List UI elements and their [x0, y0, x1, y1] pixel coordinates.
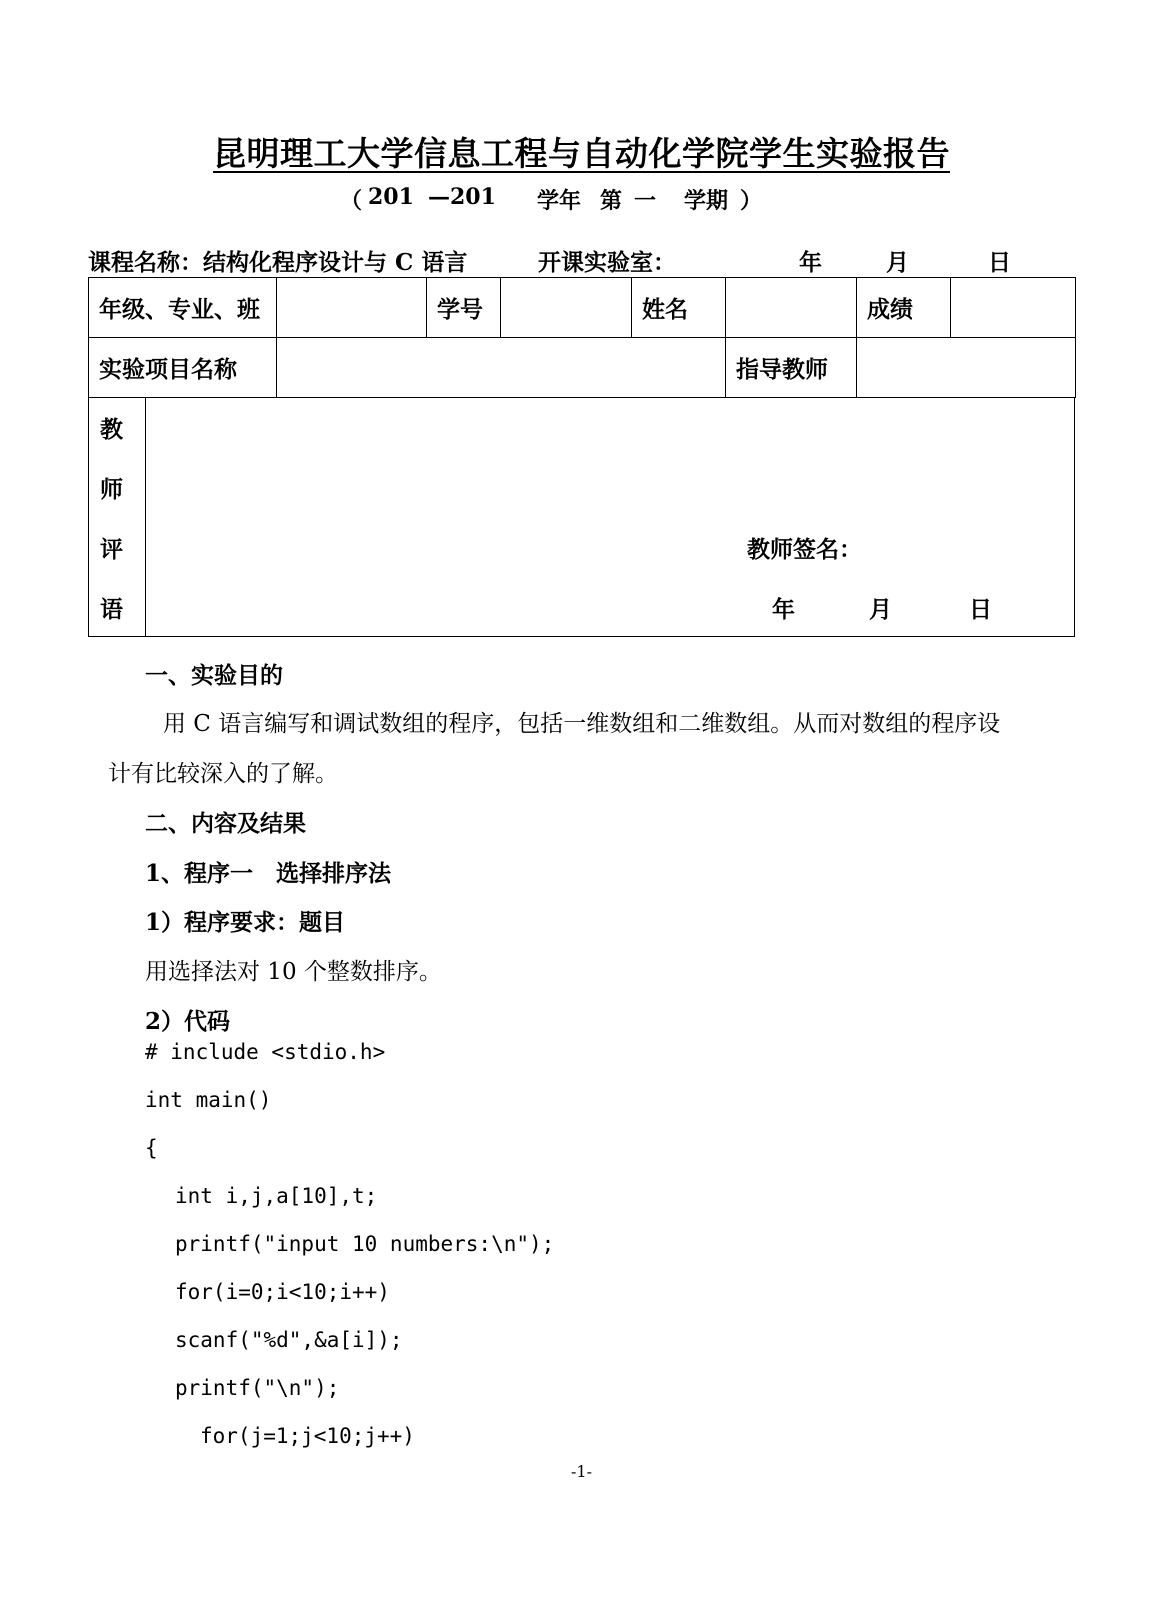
project-name-value[interactable] — [277, 338, 726, 398]
page-number: -1- — [571, 1462, 592, 1481]
subtitle-term-num: 一 — [634, 188, 657, 214]
lab-label: 开课实验室： — [538, 249, 676, 276]
score-value[interactable] — [951, 278, 1076, 338]
subtitle-open-paren: （ — [340, 188, 363, 214]
course-month: 月 — [886, 249, 909, 276]
grade-major-class-value[interactable] — [277, 278, 427, 338]
course-day: 日 — [988, 249, 1011, 276]
comment-label-char: 评 — [100, 536, 123, 563]
code-line: int i,j,a[10],t; — [175, 1184, 378, 1208]
comment-label-char: 师 — [100, 476, 123, 503]
grade-major-class-label: 年级、专业、班 — [89, 278, 277, 338]
report-title: 昆明理工大学信息工程与自动化学院学生实验报告 — [213, 134, 950, 173]
teacher-comment-label — [89, 397, 146, 636]
comment-label-char: 教 — [100, 416, 123, 443]
teacher-comment-box — [88, 397, 1075, 637]
comment-label-char: 语 — [100, 596, 123, 623]
section1-line2: 计有比较深入的了解。 — [108, 761, 338, 787]
subtitle-term: 学期 — [684, 188, 729, 214]
code-line: scanf("%d",&a[i]); — [175, 1328, 403, 1352]
code-line: for(j=1;j<10;j++) — [200, 1424, 415, 1448]
subtitle-close-paren: ） — [740, 188, 763, 214]
comment-day: 日 — [969, 596, 992, 623]
code-line: # include <stdio.h> — [145, 1040, 386, 1064]
subtitle-di: 第 — [600, 188, 623, 214]
comment-month: 月 — [869, 596, 892, 623]
subtitle-year-end: —201 — [428, 184, 496, 210]
project-name-label: 实验项目名称 — [89, 338, 277, 398]
requirement-text: 用选择法对 10 个整数排序。 — [145, 959, 442, 985]
code-line: int main() — [145, 1088, 272, 1112]
score-label: 成绩 — [857, 278, 951, 338]
course-name-label: 课程名称：结构化程序设计与 C 语言 — [88, 249, 468, 276]
name-label: 姓名 — [632, 278, 726, 338]
code-heading: 2）代码 — [145, 1008, 231, 1035]
requirement-heading: 1）程序要求：题目 — [145, 909, 346, 936]
info-table — [88, 277, 1076, 398]
subtitle-year-start: 201 — [368, 184, 414, 210]
instructor-value[interactable] — [857, 338, 1076, 398]
student-id-label: 学号 — [427, 278, 501, 338]
program1-heading: 1、程序一 选择排序法 — [145, 860, 392, 887]
section1-heading: 一、实验目的 — [145, 662, 283, 689]
section2-heading: 二、内容及结果 — [145, 810, 306, 837]
student-id-value[interactable] — [501, 278, 632, 338]
name-value[interactable] — [726, 278, 857, 338]
comment-year: 年 — [772, 596, 795, 623]
code-line: printf("\n"); — [175, 1376, 340, 1400]
section1-line1: 用 C 语言编写和调试数组的程序，包括一维数组和二维数组。从而对数组的程序设 — [163, 711, 1001, 737]
subtitle-school-year: 学年 — [537, 188, 582, 214]
teacher-signature-label: 教师签名： — [747, 536, 862, 563]
course-year: 年 — [799, 249, 822, 276]
code-line: { — [145, 1136, 158, 1160]
instructor-label: 指导教师 — [726, 338, 857, 398]
code-line: printf("input 10 numbers:\n"); — [175, 1232, 555, 1256]
code-line: for(i=0;i<10;i++) — [175, 1280, 390, 1304]
